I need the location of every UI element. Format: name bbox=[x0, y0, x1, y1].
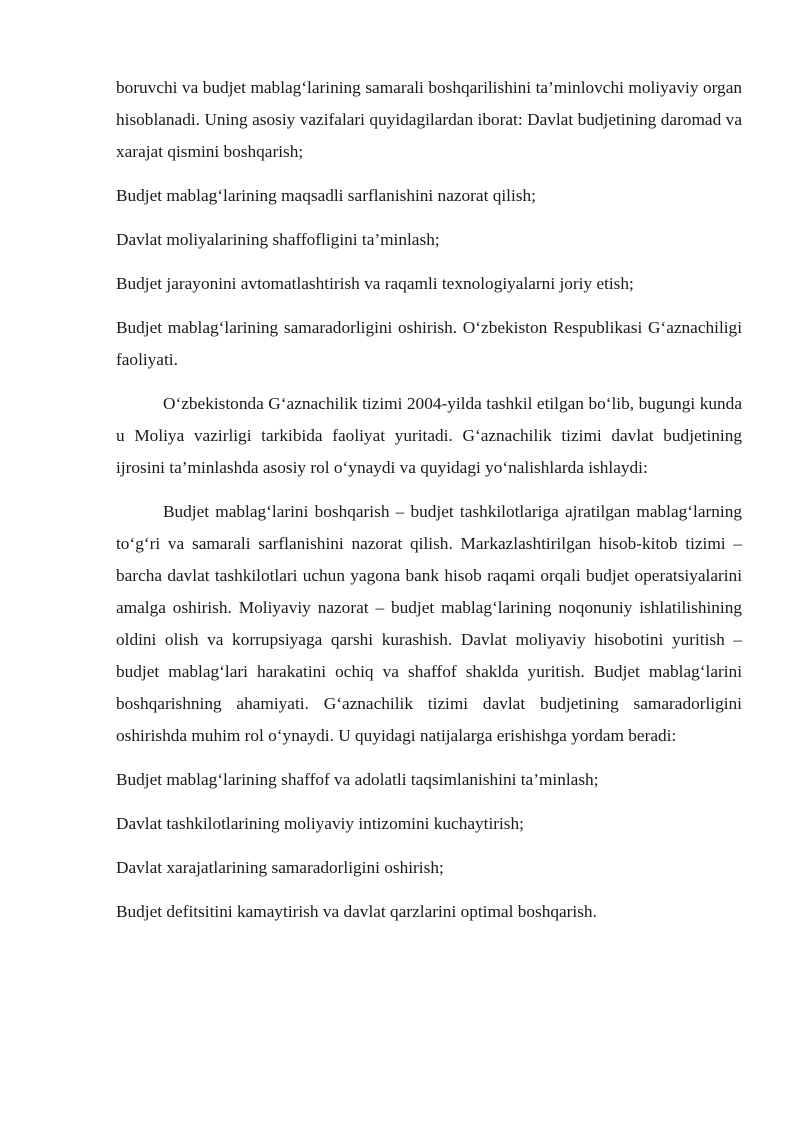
paragraph-list-item: Budjet mablag‘larining samaradorligini oshirish. O‘zbekiston Respublikasi G‘aznachiligi faoliyati. bbox=[116, 318, 742, 369]
paragraph-list-item: Budjet mablag‘larining shaffof va adolatli taqsimlanishini ta’minlash; bbox=[116, 770, 599, 789]
document-page bbox=[116, 72, 742, 928]
paragraph-list-item: Budjet defitsitini kamaytirish va davlat qarzlarini optimal boshqarish. bbox=[116, 902, 597, 921]
paragraph-treasury-directions: Budjet mablag‘larini boshqarish – budjet tashkilotlariga ajratilgan mablag‘larning to‘g‘ri va samarali sarflanishini nazorat qilish. Markazlashtirilgan hisob-kitob tizimi – barcha davlat tashkilotlari uchun yagona bank hisob raqami orqali budjet operatsiyalarini amalga oshirish. Moliyaviy nazorat – budjet mablag‘larining noqonuniy ishlatilishining oldini olish va korrupsiyaga qarshi kurashish. Davlat moliyaviy hisobotini yuritish – budjet mablag‘lari harakatini ochiq va shaffof shaklda yuritish. Budjet mablag‘larini boshqarishning ahamiyati. G‘aznachilik tizimi davlat budjetining samaradorligini oshirishda muhim rol o‘ynaydi. U quyidagi natijalarga erishishga yordam beradi: bbox=[116, 502, 742, 745]
paragraph-list-item: Davlat xarajatlarining samaradorligini oshirish; bbox=[116, 858, 444, 877]
paragraph-treasury-history: O‘zbekistonda G‘aznachilik tizimi 2004-yilda tashkil etilgan bo‘lib, bugungi kunda u Moliya vazirligi tarkibida faoliyat yuritadi. G‘aznachilik tizimi davlat budjetining ijrosini ta’minlashda asosiy rol o‘ynaydi va quyidagi yo‘nalishlarda ishlaydi: bbox=[116, 394, 742, 477]
paragraph-intro-continuation: boruvchi va budjet mablag‘larining samarali boshqarilishini ta’minlovchi moliyaviy organ hisoblanadi. Uning asosiy vazifalari quyidagilardan iborat: Davlat budjetining daromad va xarajat qismini boshqarish; bbox=[116, 78, 742, 161]
paragraph-list-item: Davlat tashkilotlarining moliyaviy intizomini kuchaytirish; bbox=[116, 814, 524, 833]
paragraph-list-item: Budjet jarayonini avtomatlashtirish va raqamli texnologiyalarni joriy etish; bbox=[116, 274, 634, 293]
paragraph-list-item: Davlat moliyalarining shaffofligini ta’minlash; bbox=[116, 230, 440, 249]
paragraph-list-item: Budjet mablag‘larining maqsadli sarflanishini nazorat qilish; bbox=[116, 186, 536, 205]
